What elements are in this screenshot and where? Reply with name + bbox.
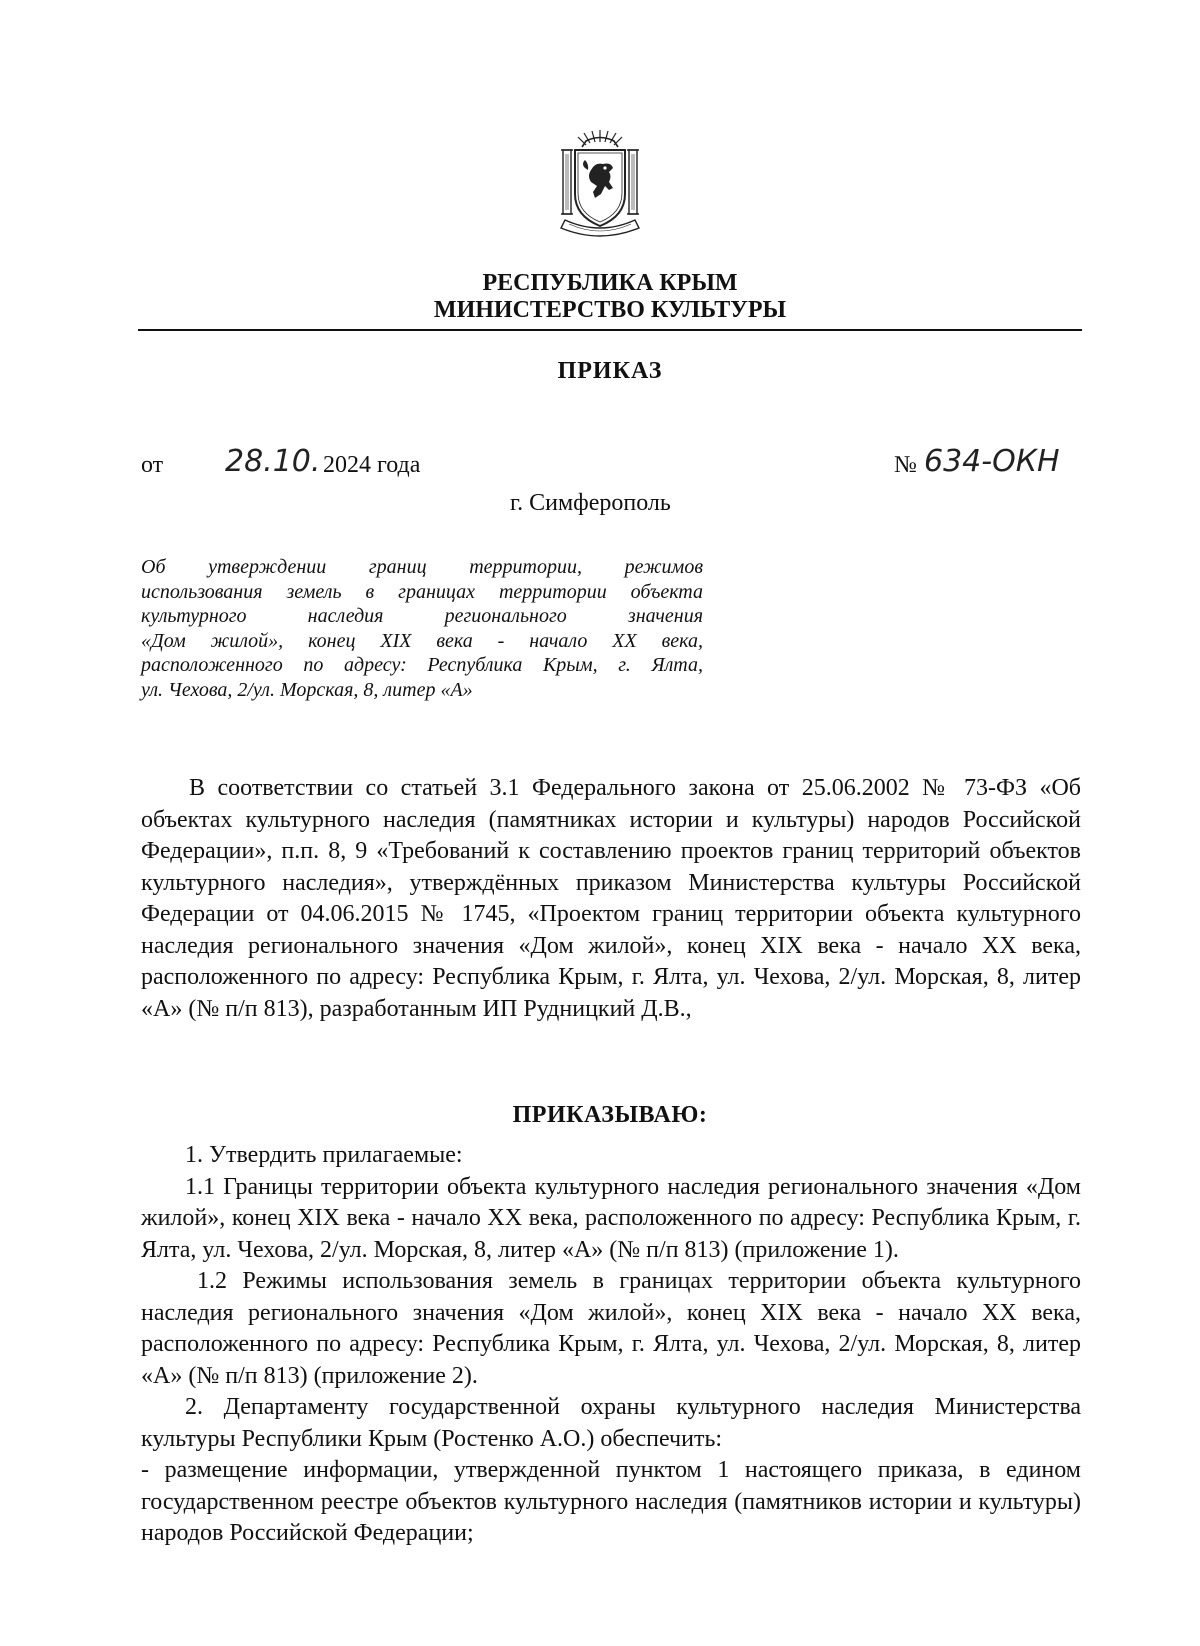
number-prefix: №	[894, 452, 917, 478]
item-1-2: 1.2 Режимы использования земель в границах территории объекта культурного наследия регионального значения «Дом жилой», конец XIX века - начало XX века, расположенного по адресу: Республика Крым, г. Ялта, ул. Чехова, 2/ул. Морская, 8, литер «А» (№ п/п 813) (приложение 2).	[141, 1268, 1081, 1389]
header-republic: РЕСПУБЛИКА КРЫМ	[482, 270, 738, 296]
date-prefix: от	[141, 452, 164, 478]
city: г. Симферополь	[510, 490, 671, 516]
subject-line: ул. Чехова, 2/ул. Морская, 8, литер «А»	[141, 679, 473, 701]
preamble-paragraph: В соответствии со статьей 3.1 Федерального закона от 25.06.2002 № 73-ФЗ «Об объектах культурного наследия (памятниках истории и культуры) народов Российской Федерации», п.п. 8, 9 «Требований к составлению проектов границ территорий объектов культурного наследия», утверждённых приказом Министерства культуры Российской Федерации от 04.06.2015 № 1745, «Проектом границ территории объекта культурного наследия регионального значения «Дом жилой», конец XIX века - начало XX века, расположенного по адресу: Республика Крым, г. Ялта, ул. Чехова, 2/ул. Морская, 8, литер «А» (№ п/п 813), разработанным ИП Рудницкий Д.В.,	[141, 775, 1081, 1022]
subject-line: расположенного по адресу: Республика Крым, г. Ялта,	[141, 654, 703, 676]
order-heading: ПРИКАЗЫВАЮ:	[512, 1102, 708, 1128]
subject-line: «Дом жилой», конец XIX века - начало XX века,	[141, 630, 703, 652]
subject-line: культурного наследия регионального значения	[141, 605, 703, 627]
item-2: 2. Департаменту государственной охраны культурного наследия Министерства культуры Республики Крым (Ростенко А.О.) обеспечить:	[141, 1394, 1081, 1452]
subject-line: использования земель в границах территории объекта	[141, 581, 703, 603]
header-divider	[138, 329, 1082, 331]
date-year: 2024 года	[323, 452, 421, 478]
item-2-dash: - размещение информации, утвержденной пунктом 1 настоящего приказа, в едином государственном реестре объектов культурного наследия (памятников истории и культуры) народов Российской Федерации;	[141, 1457, 1081, 1546]
number-handwritten: 634-ОКН	[924, 444, 1060, 479]
crimea-coat-of-arms-icon	[555, 128, 645, 240]
subject-line: Об утверждении границ территории, режимов	[141, 556, 703, 578]
date-handwritten: 28.10.	[225, 444, 321, 479]
doc-type-title: ПРИКАЗ	[557, 358, 663, 384]
item-1: 1. Утвердить прилагаемые:	[185, 1142, 463, 1168]
header-ministry: МИНИСТЕРСТВО КУЛЬТУРЫ	[433, 297, 787, 323]
order-items	[141, 1140, 1081, 1550]
item-1-1: 1.1 Границы территории объекта культурного наследия регионального значения «Дом жилой», конец XIX века - начало XX века, расположенного по адресу: Республика Крым, г. Ялта, ул. Чехова, 2/ул. Морская, 8, литер «А» (№ п/п 813) (приложение 1).	[141, 1173, 1081, 1263]
